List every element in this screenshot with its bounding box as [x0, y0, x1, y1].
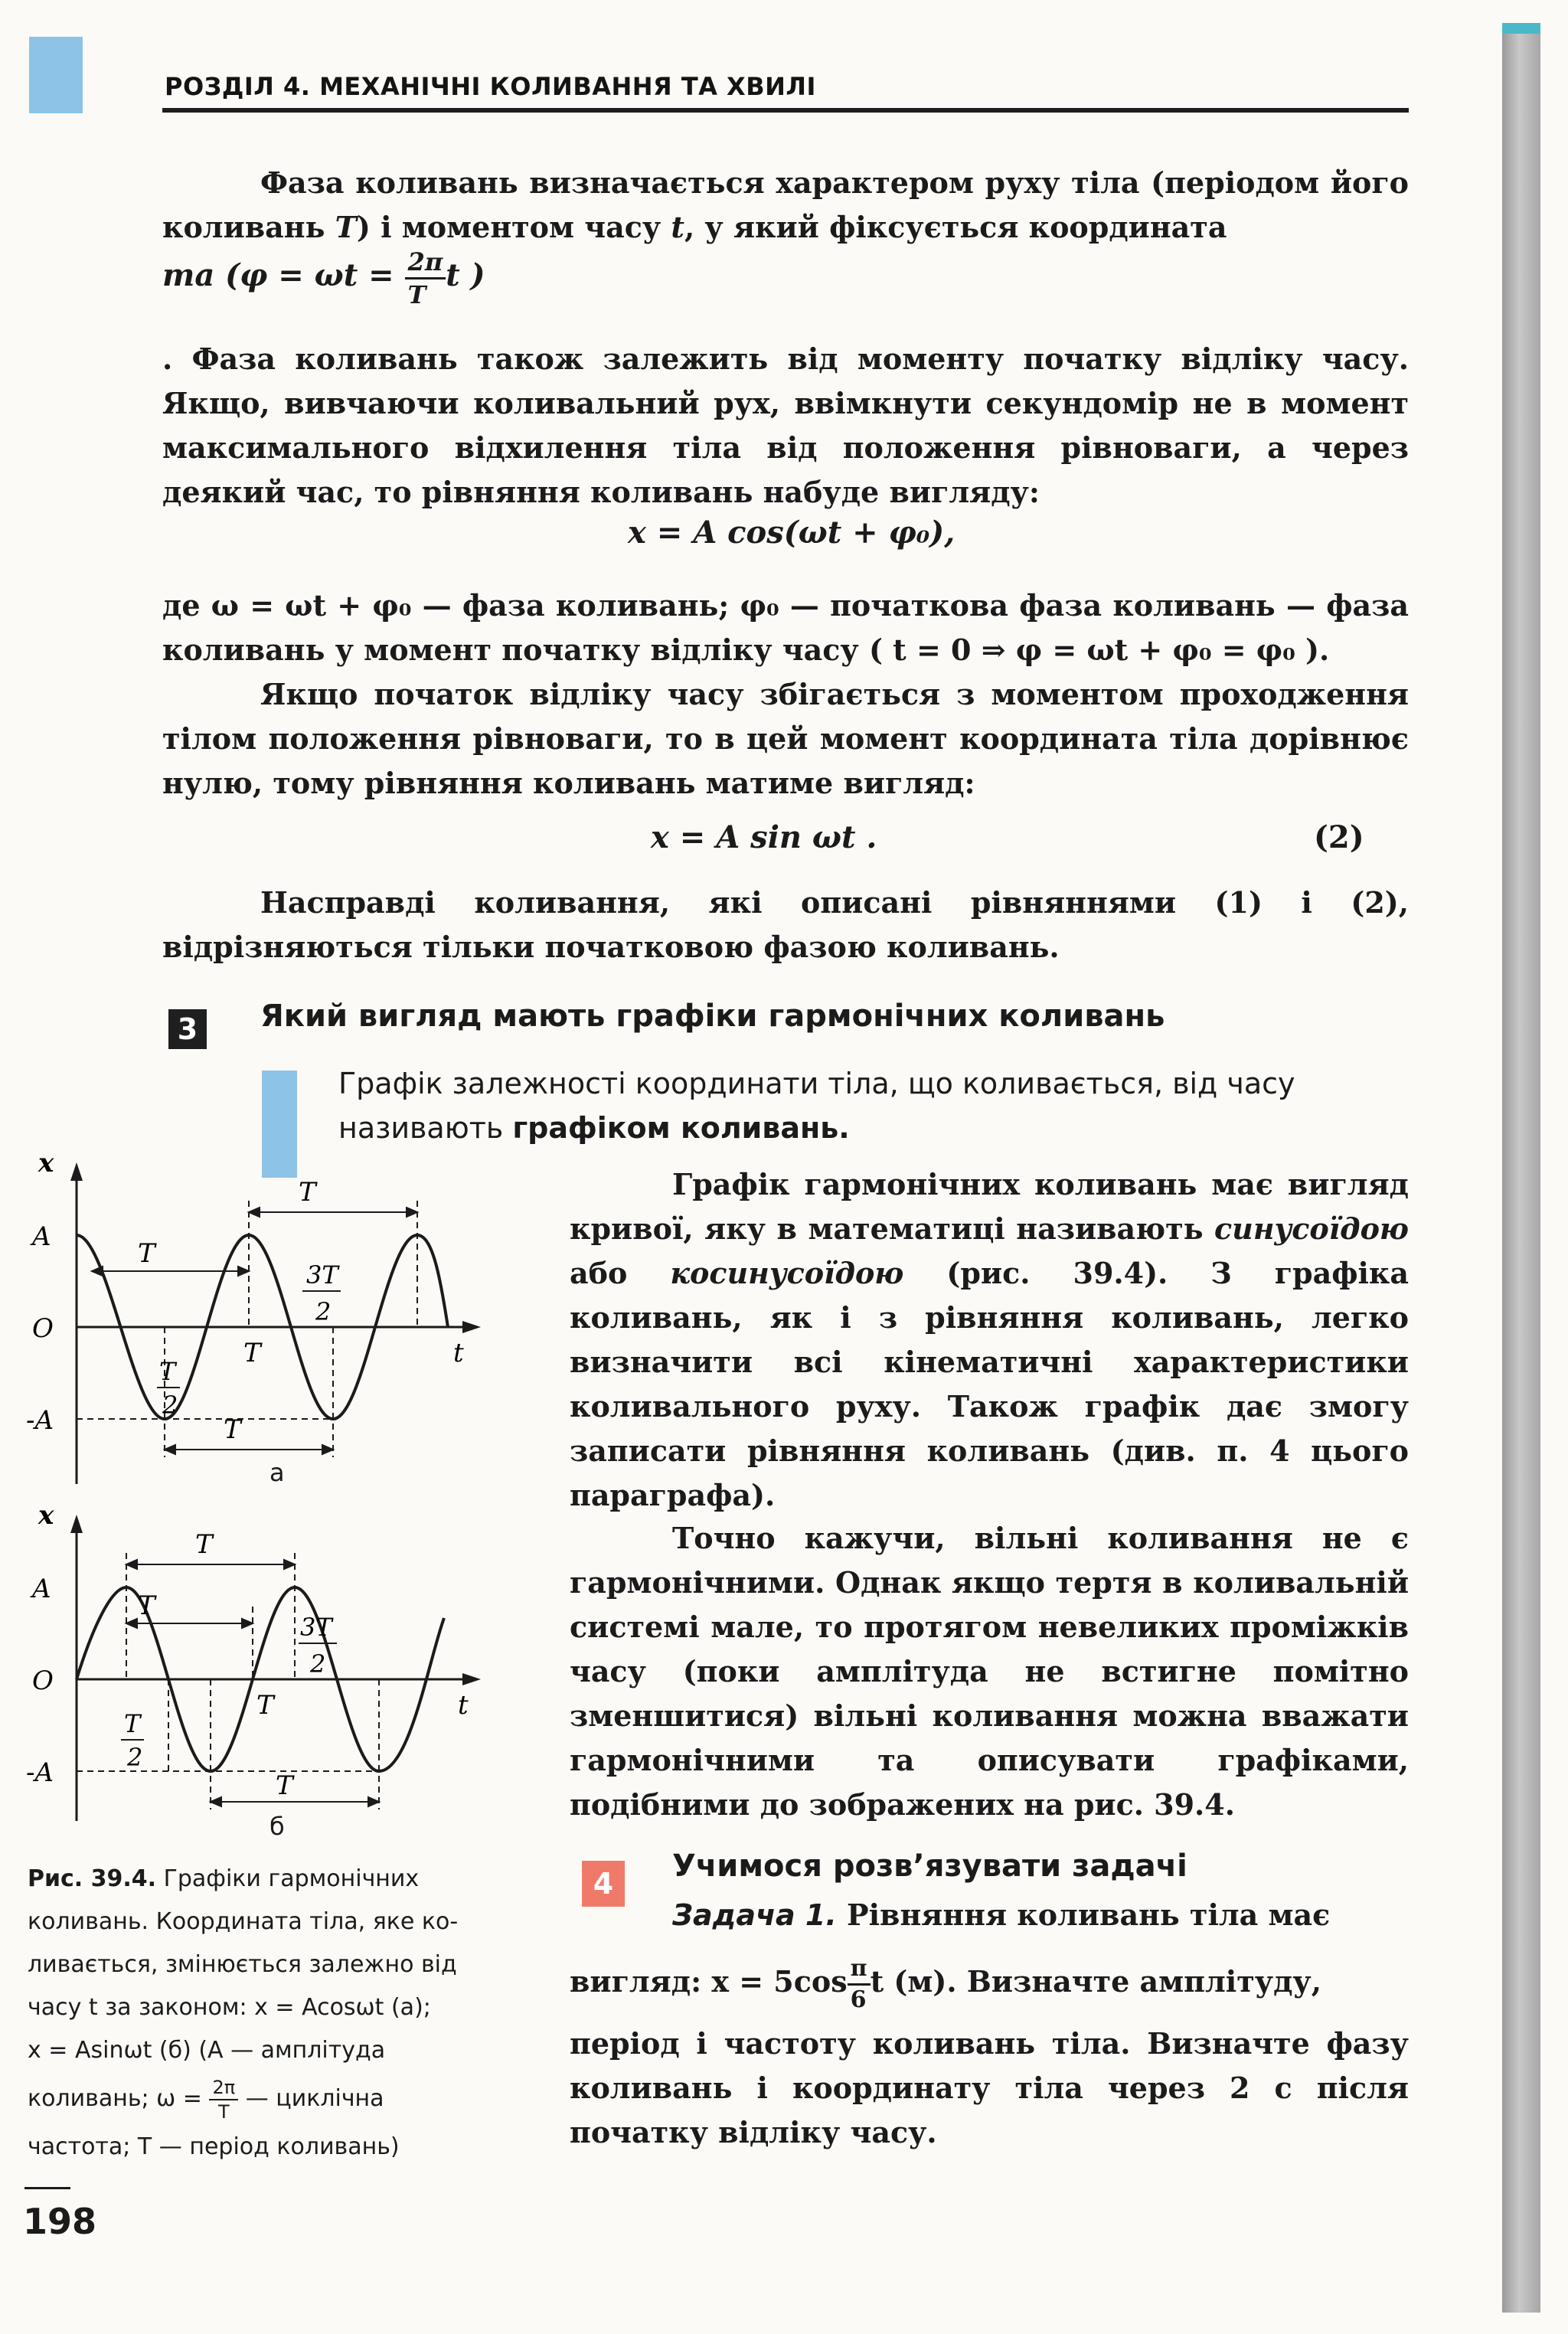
task-1-first-line: Задача 1. Рівняння коливань тіла має [672, 1898, 1331, 1932]
paragraph-phase-definition: де ω = ωt + φ₀ — фаза коливань; φ₀ — початкова фаза коливань — фаза коливань у момент початку відліку часу ( t = 0 ⇒ φ = ωt + φ₀ = φ₀ ). [162, 588, 1409, 667]
paragraph-graph-description: Графік гармонічних коливань має вигляд кривої, яку в математиці називають синусоїдою або косинусоїдою (рис. 39.4). З графіка коливань, як і з рівняння коливань, легко визначити всі кінематичні характеристики коливального руху. Також графік дає змогу записати рівняння коливань (див. п. 4 цього параграфа). [570, 1167, 1409, 1512]
graph-b-minusA-label: -A [26, 1757, 54, 1788]
graph-b-sine [23, 1507, 482, 1829]
paragraph-free-oscillations: Точно кажучи, вільні коливання не є гармонічними. Однак якщо тертя в коливальній системі мале, то протягом невеликих проміжків часу (поки амплітуда не встигне помітно зменшитися) вільні коливання можна вважати гармонічними та описувати графіками, подібними до зображених на рис. 39.4. [570, 1521, 1409, 1822]
page-edge-band [1502, 23, 1540, 2313]
graph-b-T-left: T [138, 1590, 155, 1621]
page-number: 198 [23, 2201, 97, 2242]
graph-a-A-label: A [32, 1221, 51, 1252]
figure-caption: Рис. 39.4. Графіки гармонічних коливань. Координата тіла, яке ко- ливається, змінюється залежно від часу t за законом: x = Acosωt (а); x = Asinωt (б) (A — амплітуда коливань; ω = $\frac{2\pi}{T}$ — циклічна частота; T — період коливань) [28, 1865, 459, 2160]
graph-a-label: а [270, 1458, 285, 1487]
graph-b-3T-den: 2 [310, 1649, 326, 1679]
header-rule [162, 108, 1409, 113]
graph-b-t-label: t [458, 1690, 469, 1721]
graph-a-T-mid: T [243, 1338, 261, 1368]
graph-b-T2-den: 2 [127, 1743, 143, 1772]
graph-b-x-label: x [38, 1507, 54, 1531]
paragraph-equilibrium: Якщо початок відліку часу збігається з моментом проходження тілом положення рівноваги, то в цей момент координата тіла дорівнює нулю, тому рівняння коливань матиме вигляд: [162, 677, 1409, 800]
chapter-title: РОЗДІЛ 4. МЕХАНІЧНІ КОЛИВАННЯ ТА ХВИЛІ [165, 72, 816, 101]
caption-label: Рис. 39.4. [28, 1865, 157, 1892]
graph-a-minusA-label: -A [26, 1405, 54, 1436]
graph-a-T-bottom: T [224, 1414, 241, 1445]
task-1-label: Задача 1. [672, 1898, 837, 1932]
paragraph-phase-continued: . Фаза коливань також залежить від моменту початку відліку часу. Якщо, вивчаючи коливальний рух, ввімкнути секундомір не в момент максимального відхилення тіла від положення рівноваги, а через деякий час, то рівняння коливань набуде вигляду: [162, 342, 1409, 509]
graph-b-T2-num: T [124, 1709, 141, 1738]
task-1-fraction: $\frac{\pi}{6}$ [848, 1954, 871, 2015]
formula-cos: x = A cos(ωt + φ₀), [628, 515, 956, 551]
caption-fraction: $\frac{2\pi}{T}$ [209, 2076, 238, 2123]
graph-b-label: б [270, 1812, 285, 1841]
header-color-marker [29, 37, 83, 113]
graph-a-t-label: t [453, 1338, 464, 1368]
paragraph-phase-intro: Фаза коливань визначається характером руху тіла (періодом його коливань T) і моментом часу t, у який фіксується координата [162, 165, 1409, 244]
graph-a-O-label: O [32, 1313, 54, 1344]
graph-a-T2-num: T [159, 1357, 176, 1386]
page-edge-band-top [1502, 23, 1540, 34]
section-3-title: Який вигляд мають графіки гармонічних коливань [260, 999, 1165, 1034]
graph-b-3T-num: 3T [300, 1613, 332, 1642]
paragraph-initial-phase: Насправді коливання, які описані рівняннями (1) і (2), відрізняються тільки початковою фазою коливань. [162, 885, 1409, 964]
graph-a-cosine [23, 1155, 482, 1492]
graph-a-T-top: T [299, 1177, 316, 1208]
graph-b-A-label: A [32, 1574, 51, 1604]
graph-b-T-top: T [195, 1529, 213, 1560]
page-number-rule [24, 2187, 70, 2189]
section-4-number-box: 4 [582, 1861, 625, 1907]
graph-a-3T-num: 3T [306, 1260, 338, 1290]
graph-a-3T-den: 2 [315, 1297, 332, 1326]
fraction-2pi-over-T: $\frac{2\pi}{T}$ [405, 247, 446, 310]
graph-b-T-bottom: T [276, 1770, 293, 1801]
paragraph-phase-formula-line: та (φ = ωt = $\frac{2\pi}{T}$ t ) [162, 247, 485, 309]
graph-b-T-mid: T [256, 1690, 274, 1721]
section-3-number-box: 3 [168, 1009, 207, 1049]
task-1-equation-line: вигляд: x = 5cos $\frac{\pi}{6}$ t (м). Визначте амплітуду, [570, 1955, 1321, 2013]
graph-a-x-label: x [38, 1155, 54, 1178]
graph-a-T2-den: 2 [162, 1391, 178, 1420]
formula-sin: x = A sin ωt . [651, 819, 877, 855]
task-1-question: період і частоту коливань тіла. Визначте фазу коливань і координату тіла через 2 с після початку відліку часу. [570, 2026, 1409, 2149]
formula-number-2: (2) [1314, 819, 1364, 855]
graph-a-T-left: T [138, 1238, 155, 1269]
graph-b-O-label: O [32, 1666, 54, 1696]
section-4-title: Учимося розв’язувати задачі [672, 1849, 1187, 1884]
definition-text: Графік залежності координати тіла, що коливається, від часу називають графіком коливань. [338, 1067, 1295, 1145]
